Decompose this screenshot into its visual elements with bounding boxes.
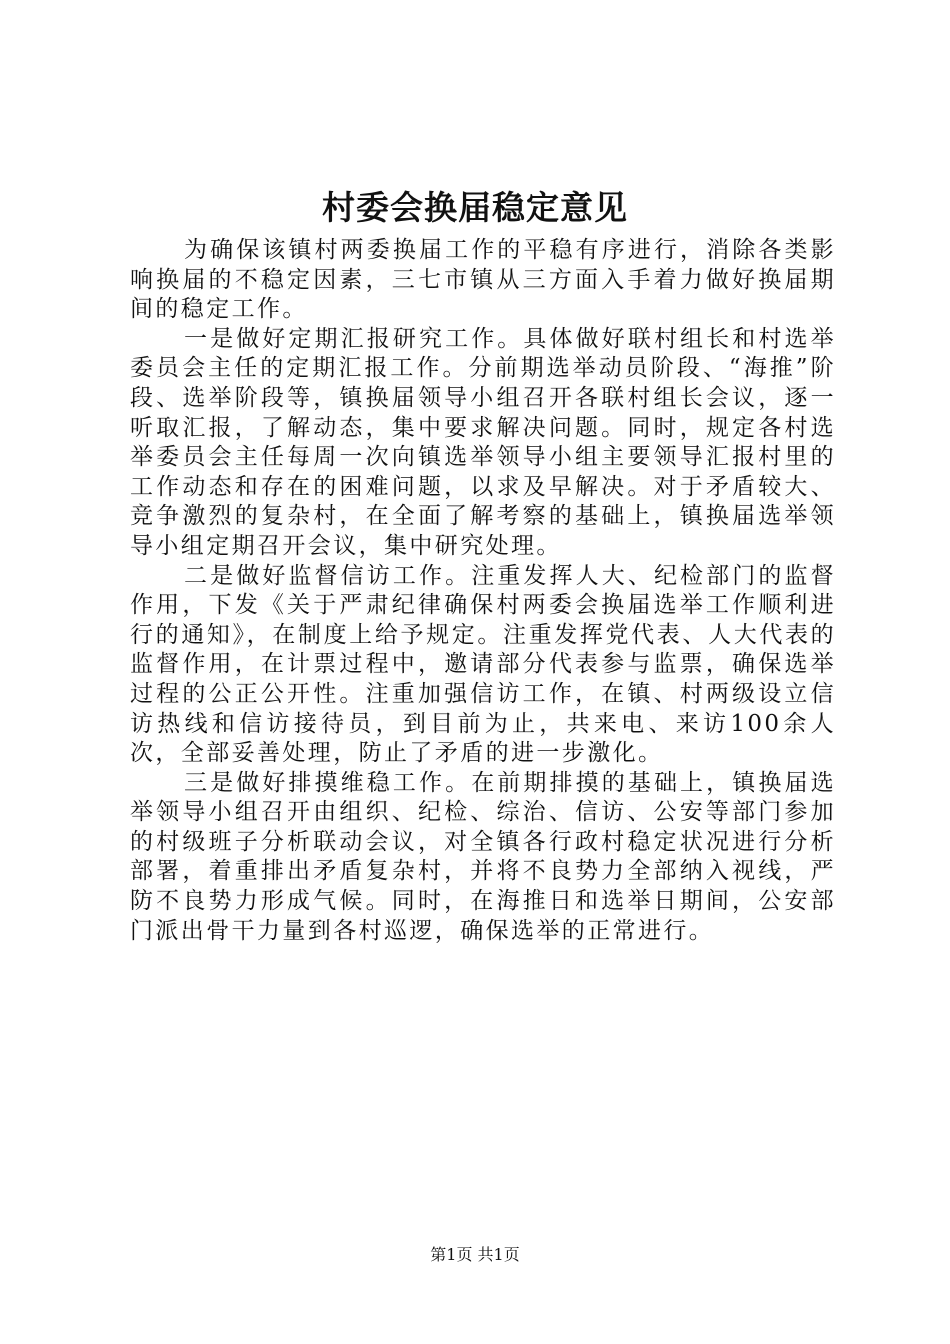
document-body bbox=[130, 236, 836, 946]
paragraph-supervision: 二是做好监督信访工作。注重发挥人大、纪检部门的监督作用，下发《关于严肃纪律确保村两委会换届选举工作顺利进行的通知》，在制度上给予规定。注重发挥党代表、人大代表的监督作用，在计票过程中，邀请部分代表参与监票，确保选举过程的公正公开性。注重加强信访工作，在镇、村两级设立信访热线和信访接待员，到目前为止，共来电、来访100余人次，全部妥善处理，防止了矛盾的进一步激化。 bbox=[130, 562, 836, 767]
document-title: 村委会换届稳定意见 bbox=[322, 188, 628, 227]
paragraph-intro: 为确保该镇村两委换届工作的平稳有序进行，消除各类影响换届的不稳定因素，三七市镇从三方面入手着力做好换届期间的稳定工作。 bbox=[130, 237, 836, 323]
paragraph-reporting: 一是做好定期汇报研究工作。具体做好联村组长和村选举委员会主任的定期汇报工作。分前期选举动员阶段、“海推”阶段、选举阶段等，镇换届领导小组召开各联村组长会议，逐一听取汇报，了解动态，集中要求解决问题。同时，规定各村选举委员会主任每周一次向镇选举领导小组主要领导汇报村里的工作动态和存在的困难问题，以求及早解决。对于矛盾较大、竞争激烈的复杂村，在全面了解考察的基础上，镇换届选举领导小组定期召开会议，集中研究处理。 bbox=[130, 325, 836, 559]
page-footer: 第1页 共1页 bbox=[430, 1245, 520, 1264]
paragraph-stability: 三是做好排摸维稳工作。在前期排摸的基础上，镇换届选举领导小组召开由组织、纪检、综治、信访、公安等部门参加的村级班子分析联动会议，对全镇各行政村稳定状况进行分析部署，着重排出矛盾复杂村，并将不良势力全部纳入视线，严防不良势力形成气候。同时，在海推日和选举日期间，公安部门派出骨干力量到各村巡逻，确保选举的正常进行。 bbox=[130, 769, 836, 944]
